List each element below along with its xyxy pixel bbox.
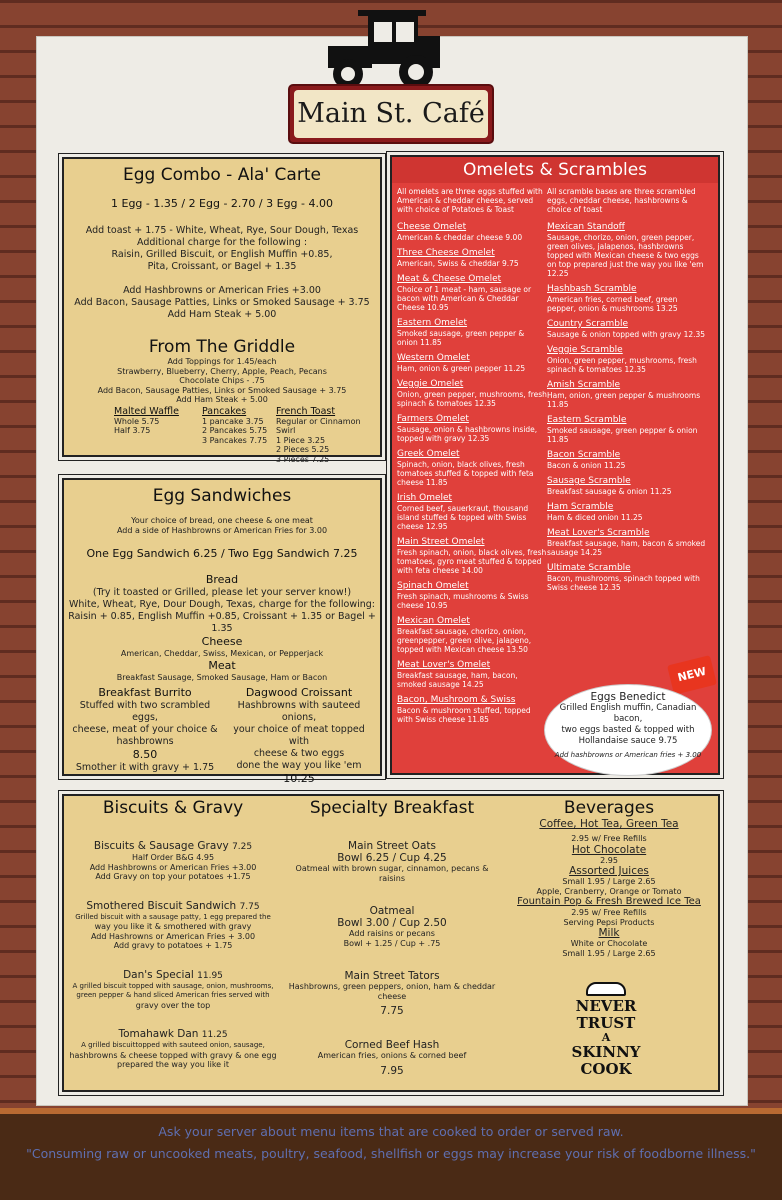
item-name: Breakfast Burrito [98, 686, 192, 699]
menu-item-name: Main Street Omelet [397, 537, 485, 547]
menu-text: 1 Piece 3.25 [276, 435, 326, 445]
menu-text: Add Hashbrowns or American Fries +3.00 [123, 285, 321, 296]
logo-text: TRUST [576, 1014, 636, 1032]
item-price: 7.95 [380, 1064, 404, 1077]
item-name: Dagwood Croissant [245, 686, 353, 699]
menu-item-desc: Fresh spinach, onion, black olives, fresh tomatoes, gyro meat stuffed & topped with feta cheese 14.00 [397, 548, 547, 575]
menu-text: Half Order B&G 4.95 [131, 853, 215, 862]
menu-text: Chocolate Chips - .75 [179, 376, 265, 385]
sandwich-prices: One Egg Sandwich 6.25 / Two Egg Sandwich 7.25 [86, 547, 358, 560]
menu-item-name: Veggie Omelet [397, 379, 464, 389]
menu-text: hashbrowns [116, 736, 174, 747]
menu-text: Hashbrowns, green peppers, onion, ham & cheddar cheese [288, 982, 496, 1001]
menu-item-desc: Smoked sausage, green pepper & onion 11.85 [547, 426, 698, 444]
menu-text: cheese & two eggs [253, 748, 345, 759]
item-name: Pancakes [202, 406, 247, 417]
menu-text: Small 1.95 / Large 2.65 [562, 877, 656, 886]
logo-text: A [601, 1031, 611, 1044]
menu-text: Whole 5.75 [114, 416, 160, 426]
menu-text: Serving Pepsi Products [563, 917, 655, 927]
menu-item-desc: Bacon & onion 11.25 [547, 461, 626, 470]
menu-item-desc: American & cheddar cheese 9.00 [397, 233, 523, 242]
menu-text: Oatmeal with brown sugar, cinnamon, pecans & raisins [295, 864, 489, 883]
menu-item-desc: American, Swiss & cheddar 9.75 [397, 259, 519, 268]
item-name: Hot Chocolate [571, 843, 647, 856]
item-name: Tomahawk Dan [118, 1028, 199, 1040]
item-price: 7.75 [380, 1005, 404, 1017]
menu-item-desc: American fries, corned beef, green pepper, onion & mushrooms 13.25 [547, 295, 678, 313]
menu-text: Add Ham Steak + 5.00 [176, 395, 268, 404]
item-name: Assorted Juices [569, 865, 649, 877]
menu-item-desc: Bacon, mushrooms, spinach topped with Swiss cheese 12.35 [547, 574, 700, 592]
menu-text: 2 Pancakes 5.75 [202, 426, 268, 435]
menu-text: White, Wheat, Rye, Dour Dough, Texas, charge for the following: [68, 599, 375, 610]
menu-text: Add Ham Steak + 5.00 [167, 309, 277, 320]
menu-text: Grilled English muffin, Canadian bacon, [559, 703, 697, 724]
item-name: Main Street Oats [348, 840, 436, 852]
item-price: Bowl 6.25 / Cup 4.25 [337, 852, 447, 864]
menu-item-desc: Sausage, onion & hashbrowns inside, topped with gravy 12.35 [397, 425, 538, 443]
menu-item-name: Cheese Omelet [397, 222, 467, 232]
menu-text: 2.95 w/ Free Refills [571, 908, 647, 917]
menu-text: gravy over the top [135, 1000, 211, 1010]
menu-text: Strawberry, Blueberry, Cherry, Apple, Peach, Pecans [117, 366, 327, 376]
menu-text: way you like it & smothered with gravy [94, 922, 252, 931]
menu-item-name: Three Cheese Omelet [397, 248, 495, 258]
item-name: Bread [205, 573, 239, 586]
menu-text: two eggs basted & topped with [561, 725, 695, 735]
menu-item-desc: Ham, onion & green pepper 11.25 [397, 364, 526, 373]
section-title: From The Griddle [148, 337, 296, 357]
menu-text: prepared the way you like it [116, 1060, 229, 1069]
menu-text: A grilled biscuit topped with sausage, onion, mushrooms, [72, 981, 274, 990]
menu-text: Half 3.75 [114, 426, 151, 435]
footer-disclaimer [0, 1108, 782, 1200]
item-name: Meat [208, 658, 236, 672]
menu-item-name: Amish Scramble [547, 380, 621, 390]
menu-text: Add raisins or pecans [349, 929, 435, 938]
menu-text: 2.95 [600, 855, 618, 865]
menu-text: Add toast + 1.75 - White, Wheat, Rye, Sour Dough, Texas [85, 225, 359, 236]
menu-item-name: Meat Lover's Omelet [397, 660, 491, 670]
section-title: Specialty Breakfast [309, 798, 475, 818]
menu-item-name: Bacon, Mushroom & Swiss [397, 695, 516, 705]
menu-text: Raisin, Grilled Biscuit, or English Muffin +0.85, [111, 249, 333, 260]
footer-text: Ask your server about menu items that are cooked to order or served raw. [158, 1124, 624, 1139]
menu-text: 3 Pancakes 7.75 [202, 435, 268, 445]
menu-text: Add Hashbrowns or American Fries +3.00 [89, 862, 257, 872]
section-title: Omelets & Scrambles [392, 157, 718, 183]
menu-item-name: Ham Scramble [547, 502, 614, 512]
menu-item-name: Mexican Omelet [397, 616, 470, 626]
menu-item-name: Spinach Omelet [397, 581, 469, 591]
item-name: Malted Waffle [114, 406, 179, 417]
menu-item-desc: Smoked sausage, green pepper & onion 11.85 [397, 329, 525, 347]
menu-item-desc: Breakfast sausage, ham, bacon, smoked sausage 14.25 [397, 671, 518, 689]
item-name: Eggs Benedict [590, 691, 666, 703]
section-title: Egg Combo - Ala' Carte [123, 165, 321, 185]
menu-item-desc: Spinach, onion, black olives, fresh tomatoes stuffed & topped with feta cheese 11.85 [397, 460, 534, 487]
menu-item-name: Sausage Scramble [547, 476, 631, 486]
egg-sandwiches-section [62, 478, 382, 785]
menu-text: Add Toppings for 1.45/each [167, 357, 277, 366]
menu-text: Add Bacon, Sausage Patties, Links or Smoked Sausage + 3.75 [97, 385, 347, 395]
menu-item-name: Ultimate Scramble [547, 563, 631, 573]
item-price: 7.75 [239, 901, 260, 912]
menu-item-name: Mexican Standoff [547, 222, 625, 232]
menu-item-name: Meat & Cheese Omelet [397, 274, 502, 284]
menu-text: 2.95 w/ Free Refills [571, 834, 647, 843]
menu-text: Bowl + 1.25 / Cup + .75 [343, 938, 441, 948]
menu-text: A grilled biscuittopped with sauteed onion, sausage, [81, 1041, 265, 1049]
menu-item-desc: Ham & diced onion 11.25 [547, 513, 643, 522]
menu-text: Additional charge for the following : [136, 237, 308, 248]
menu-text: Smother it with gravy + 1.75 [75, 762, 215, 773]
item-name: Main Street Tators [344, 970, 440, 982]
item-name: Oatmeal [369, 905, 415, 917]
menu-item-name: Veggie Scramble [547, 345, 623, 355]
menu-item-desc: Choice of 1 meat - ham, sausage or bacon with American & Cheddar Cheese 10.95 [397, 285, 532, 312]
item-name: French Toast [276, 406, 336, 417]
item-price: 7.25 [232, 842, 253, 852]
menu-text: (Try it toasted or Grilled, please let your server know!) [92, 587, 352, 598]
vintage-car-icon [318, 6, 458, 92]
item-name: Smothered Biscuit Sandwich [86, 899, 237, 912]
menu-item-name: Irish Omelet [397, 493, 453, 503]
section-title: Beverages [563, 798, 655, 818]
menu-text: Add Hashrowns or American Fries + 3.00 [90, 931, 256, 941]
menu-item-desc: Onion, green pepper, mushrooms, fresh spinach & tomatoes 12.35 [547, 356, 697, 374]
menu-text: cheese, meat of your choice & [72, 724, 218, 735]
logo-text: COOK [580, 1060, 632, 1078]
menu-item-desc: Bacon & mushroom stuffed, topped with Swiss cheese 11.85 [397, 706, 531, 724]
cafe-name: Main St. Café [294, 90, 488, 138]
menu-text: Apple, Cranberry, Orange or Tomato [536, 886, 682, 896]
menu-text: Raisin + 0.85, English Muffin +0.85, Croissant + 1.35 or Bagel + 1.35 [68, 611, 376, 634]
menu-item-name: Meat Lover's Scramble [547, 528, 650, 538]
menu-item-desc: Sausage, chorizo, onion, green pepper, green olives, jalapenos, hashbrowns topped with Mexican cheese & two eggs on top prepared just the way you like 'em 12.25 [547, 233, 704, 278]
menu-text: Stuffed with two scrambled eggs, [79, 700, 211, 723]
menu-text: your choice of meat topped with [233, 724, 365, 747]
item-name: Fountain Pop & Fresh Brewed Ice Tea [517, 896, 701, 907]
menu-item-name: Hashbash Scramble [547, 284, 637, 294]
menu-text: Add hashbrowns or American fries + 3.00 [554, 751, 702, 759]
menu-text: done the way you like 'em [236, 760, 362, 771]
menu-text: Add a side of Hashbrowns or American Fries for 3.00 [116, 525, 328, 535]
menu-item-name: Bacon Scramble [547, 450, 621, 460]
menu-item-desc: Fresh spinach, mushrooms & Swiss cheese 10.95 [397, 592, 529, 610]
menu-item-name: Western Omelet [397, 353, 470, 363]
item-name: Coffee, Hot Tea, Green Tea [539, 818, 679, 830]
item-price: Bowl 3.00 / Cup 2.50 [337, 917, 447, 929]
menu-text: American, Cheddar, Swiss, Mexican, or Pepperjack [120, 649, 324, 658]
menu-item-desc: Breakfast sausage, chorizo, onion, greenpepper, green olive, jalapeno, topped with Mexican cheese 13.50 [397, 627, 532, 654]
menu-item-desc: Ham, onion, green pepper & mushrooms 11.85 [547, 391, 701, 409]
menu-text: hashbrowns & cheese topped with gravy & one egg [69, 1050, 277, 1060]
menu-text: Pita, Croissant, or Bagel + 1.35 [147, 261, 297, 272]
menu-text: All omelets are three eggs stuffed with American & cheddar cheese, served with choice of Potatoes & Toast [397, 187, 543, 214]
menu-text: American fries, onions & corned beef [317, 1051, 467, 1060]
menu-text: White or Chocolate [570, 939, 648, 948]
menu-text: Breakfast Sausage, Smoked Sausage, Ham or Bacon [116, 672, 328, 682]
menu-item-desc: Breakfast sausage & onion 11.25 [547, 487, 672, 496]
menu-text: 3 Pieces 7.25 [276, 454, 330, 464]
menu-text: Add gravy to potatoes + 1.75 [113, 941, 233, 950]
menu-text: Regular or Cinnamon Swirl [276, 416, 361, 435]
menu-text: Add Gravy on top your potatoes +1.75 [95, 872, 251, 881]
new-badge: NEW [667, 655, 717, 695]
menu-item-desc: Sausage & onion topped with gravy 12.35 [547, 330, 706, 339]
menu-text: 2 Pieces 5.25 [276, 445, 330, 454]
item-price: 11.95 [197, 970, 223, 981]
item-price: 11.25 [201, 1030, 228, 1040]
chef-hat-icon [586, 982, 626, 996]
menu-item-name: Eastern Scramble [547, 415, 627, 425]
footer-text: "Consuming raw or uncooked meats, poultry, seafood, shellfish or eggs may increase your risk of foodborne illness." [26, 1146, 756, 1161]
section-title: Egg Sandwiches [152, 486, 292, 506]
egg-combo-section [62, 157, 382, 464]
menu-item-name: Eastern Omelet [397, 318, 468, 328]
eggs-benedict-bubble [544, 684, 712, 776]
egg-prices: 1 Egg - 1.35 / 2 Egg - 2.70 / 3 Egg - 4.00 [111, 197, 333, 210]
menu-item-desc: Breakfast sausage, ham, bacon & smoked sausage 14.25 [547, 539, 706, 557]
menu-text: All scramble bases are three scrambled eggs, cheddar cheese, hashbrowns & choice of toast [547, 187, 696, 214]
item-name: Biscuits & Sausage Gravy [93, 840, 229, 852]
menu-text: Small 1.95 / Large 2.65 [562, 948, 656, 958]
section-title: Biscuits & Gravy [102, 798, 244, 818]
menu-text: Add Bacon, Sausage Patties, Links or Smoked Sausage + 3.75 [74, 297, 370, 308]
menu-text: Hashbrowns with sauteed onions, [237, 700, 361, 723]
item-name: Milk [598, 927, 620, 939]
menu-item-name: Greek Omelet [397, 449, 460, 459]
menu-text: green pepper & hand sliced American fries served with [76, 991, 270, 999]
item-name: Dan's Special [123, 968, 194, 981]
never-trust-skinny-cook-logo [570, 982, 642, 1082]
item-name: Cheese [201, 635, 243, 648]
menu-text: Hollandaise sauce 9.75 [578, 736, 678, 746]
logo-text: NEVER [575, 997, 637, 1015]
menu-text: Your choice of bread, one cheese & one meat [131, 516, 313, 525]
item-name: Corned Beef Hash [344, 1039, 440, 1051]
menu-item-desc: Onion, green pepper, mushrooms, fresh spinach & tomatoes 12.35 [397, 390, 547, 408]
item-price: 10.25 [283, 772, 315, 785]
menu-text: Grilled biscuit with a sausage patty, 1 egg prepared the [75, 912, 271, 921]
logo-text: SKINNY [571, 1043, 641, 1061]
menu-text: 1 pancake 3.75 [202, 416, 264, 426]
menu-item-name: Country Scramble [547, 319, 629, 329]
menu-item-name: Farmers Omelet [397, 414, 469, 424]
cafe-logo [288, 84, 494, 144]
menu-item-desc: Corned beef, sauerkraut, thousand island stuffed & topped with Swiss cheese 12.95 [397, 504, 529, 531]
item-price: 8.50 [132, 748, 158, 761]
